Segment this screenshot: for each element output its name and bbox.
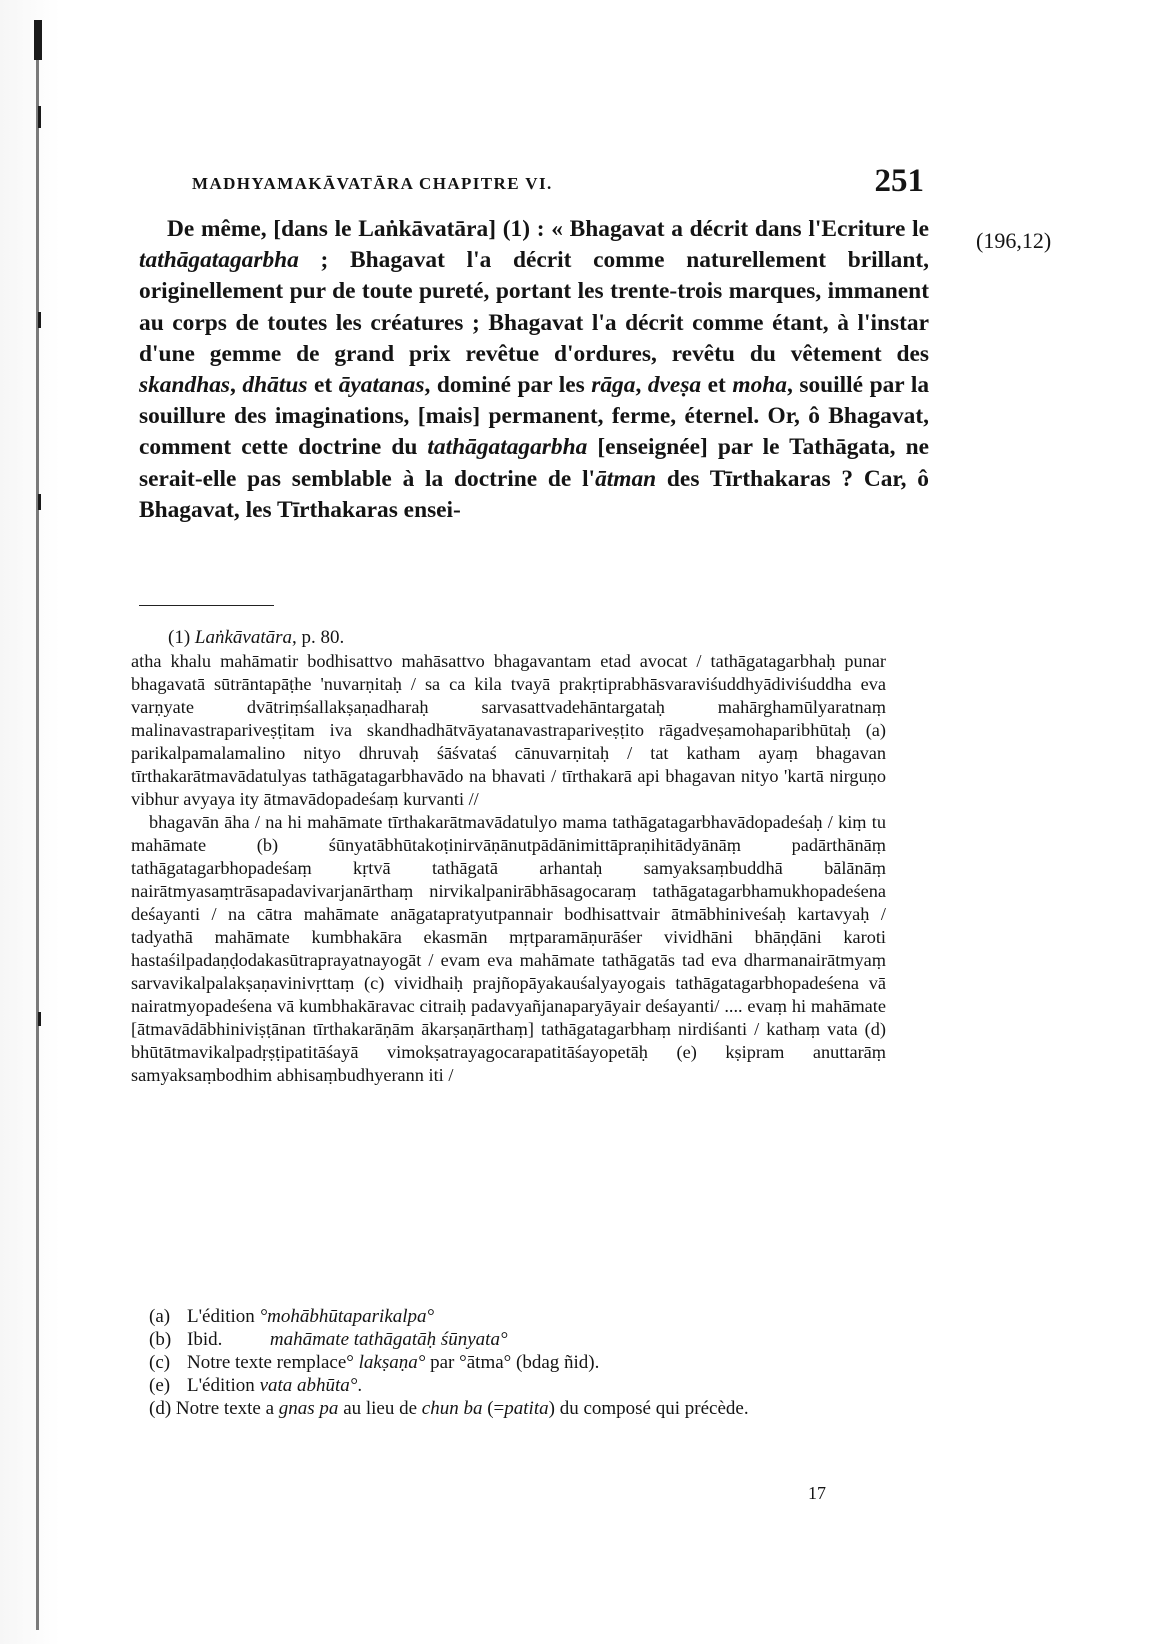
binding-spine-line — [36, 20, 39, 1630]
text-run: Ibid. — [187, 1329, 270, 1350]
sanskrit-quotation — [131, 650, 886, 1087]
text-run: , souillé par la souillure des imaginations, [mais] permanent, ferme, éternel. Or, ô Bhagavat, comment cette doctrine du — [139, 372, 930, 461]
italic-term: mahāmate tathāgatāḥ śūnyata° — [269, 1329, 508, 1350]
note-label: (a) — [149, 1306, 171, 1327]
italic-term: vata abhūta° — [259, 1375, 358, 1396]
page-number: 251 — [874, 163, 924, 199]
footnote-title: Laṅkāvatāra — [194, 627, 293, 648]
text-run: , dominé par les — [424, 372, 592, 399]
sanskrit-paragraph: atha khalu mahāmatir bodhisattvo mahāsattvo bhagavantam etad avocat / tathāgatagarbhaḥ punar bhagavatā sūtrāntapāṭhe 'nuvarṇitaḥ / sa ca kila tvayā prakṛtiprabhāsvaraviśuddhyādiviśuddha eva varṇyate dvātriṃśallakṣaṇadharaḥ sarvasattvadehāntargataḥ mahārghamūlyaratnaṃ malinavastrapariveṣṭitam iva skandhadhātvāyatanavastrapariveṣṭito rāgadveṣamohaparibhūtaḥ (a) parikalpamalamalino nityo dhruvaḥ śāśvataś cānuvarṇitaḥ / tat katham ayaṃ bhagavan tīrthakarātmavādatulyas tathāgatagarbhavādo na bhavati / tīrthakarā api bhagavan nityo 'kartā nirguṇo vibhur avyaya ity ātmavādopadeśaṃ kurvanti // — [131, 651, 886, 809]
italic-term: gnas pa — [278, 1398, 339, 1419]
page-binding-shadow — [0, 0, 60, 1644]
italic-term: lakṣaṇa° — [358, 1352, 426, 1373]
margin-reference: (196,12) — [976, 228, 1052, 253]
note-label: (c) — [149, 1352, 171, 1373]
italic-term: dveṣa — [647, 372, 702, 399]
text-run: , — [230, 372, 243, 399]
text-run: par °ātma° (bdag ñid). — [425, 1352, 600, 1373]
running-title: MADHYAMAKĀVATĀRA CHAPITRE VI. — [192, 174, 553, 193]
text-run: et — [307, 372, 339, 399]
italic-term: skandhas — [139, 372, 231, 399]
note-text — [187, 1374, 886, 1397]
sanskrit-paragraph: bhagavān āha / na hi mahāmate tīrthakarātmavādatulyo mama tathāgatagarbhavādopadeśaḥ / kiṃ tu mahāmate (b) śūnyatābhūtakoṭinirvāṇānutpādānimittāpraṇihitādyānāṃ padārthānāṃ tathāgatagarbhopadeśaṃ kṛtvā tathāgatā arhantaḥ samyaksaṃbuddhā bālānāṃ nairātmyasaṃtrāsapadavivarjanārthaṃ nirvikalpanirābhāsagocaraṃ tathāgatagarbhamukhopadeśena deśayanti / na cātra mahāmate anāgatapratyutpannair bodhisattvair ātmābhiniveśaḥ kartavyaḥ / tadyathā mahāmate kumbhakāra ekasmān mṛtparamāṇurāśer vividhāni bhāṇḍāni karoti hastaśilpadaṇḍodakasūtraprayatnayogāt / evam eva mahāmate tathāgatās tad eva dharmanairātmyaṃ sarvavikalpalakṣaṇavinivṛttaṃ (c) vividhaiḥ prajñopāyakauśalyayogais tathāgatagarbhopadeśena vā nairatmyopadeśena vā kumbhakāravac citraiḥ padavyañjanaparyāyair deśayanti/ .... evaṃ hi mahāmate [ātmavādābhiniviṣṭānan tīrthakarāṇām ākarṣaṇārthaṃ] tathāgatagarbhaṃ nirdiśanti / kathaṃ vata (d) bhūtātmavikalpadṛṣṭipatitāśayā vimokṣatrayagocarapatitāśayopetāḥ (e) kṣipram anuttarāṃ samyaksaṃbodhim abhisaṃbudhyerann iti / — [131, 812, 886, 1085]
italic-term: patita — [504, 1398, 549, 1419]
text-run: (= — [482, 1398, 505, 1419]
italic-term: °mohābhūtaparikalpa° — [259, 1306, 435, 1327]
note-text — [187, 1305, 886, 1328]
binding-mark — [38, 494, 41, 510]
variant-note — [131, 1374, 886, 1397]
text-run: . — [357, 1375, 363, 1396]
italic-term: tathāgatagarbha — [427, 434, 588, 461]
main-paragraph — [139, 214, 929, 526]
signature-mark: 17 — [808, 1483, 826, 1503]
text-run: [enseignée] par le Tathāgata, ne serait-elle pas semblable à la doctrine de l' — [139, 434, 929, 492]
text-run: L'édition — [187, 1306, 260, 1327]
italic-term: rāga — [591, 372, 636, 399]
text-run: ; Bhagavat l'a décrit comme naturellement brillant, originellement pur de toute pureté, portant les trente-trois marques, immanent au corps de toutes les créatures ; Bhagavat l'a décrit comme étant, à l'instar d'une gemme de grand prix revêtue d'ordures, revêtu du vêtement des — [139, 247, 929, 367]
variant-note — [131, 1351, 886, 1374]
variant-note — [131, 1328, 886, 1351]
footnote-label — [168, 627, 344, 649]
footnote-page: , p. 80. — [292, 627, 345, 648]
variant-note — [131, 1305, 886, 1328]
text-run: Notre texte a — [175, 1398, 279, 1419]
binding-mark — [38, 312, 41, 328]
text-run: au lieu de — [338, 1398, 422, 1419]
text-run: des Tīrthakaras ? Car, ô Bhagavat, les Tīrthakaras ensei- — [139, 465, 929, 523]
text-run: De même, [dans le Laṅkāvatāra] (1) : « Bhagavat a décrit dans l'Ecriture le — [167, 216, 929, 242]
text-run: et — [701, 372, 733, 399]
binding-mark — [38, 1012, 41, 1026]
italic-term: dhātus — [242, 372, 308, 399]
italic-term: moha — [732, 372, 787, 399]
note-label: (b) — [149, 1329, 172, 1350]
page-header — [192, 156, 924, 200]
italic-term: chun ba — [421, 1398, 483, 1419]
note-label: (e) — [149, 1375, 171, 1396]
text-run: , — [635, 372, 648, 399]
footnote-number: (1) — [168, 627, 195, 648]
text-run: ) du composé qui précède. — [548, 1398, 749, 1419]
text-run: Notre texte remplace° — [187, 1352, 359, 1373]
italic-term: tathāgatagarbha — [139, 247, 299, 274]
note-text — [187, 1351, 886, 1374]
italic-term: ātman — [595, 465, 657, 492]
variant-notes — [131, 1305, 886, 1420]
note-label: (d) — [149, 1398, 172, 1419]
binding-mark — [38, 106, 41, 128]
text-run: L'édition — [187, 1375, 260, 1396]
binding-mark — [34, 20, 42, 60]
italic-term: āyatanas — [338, 372, 425, 399]
footnote-rule — [139, 605, 274, 606]
note-text — [187, 1328, 886, 1351]
variant-note — [131, 1397, 886, 1420]
